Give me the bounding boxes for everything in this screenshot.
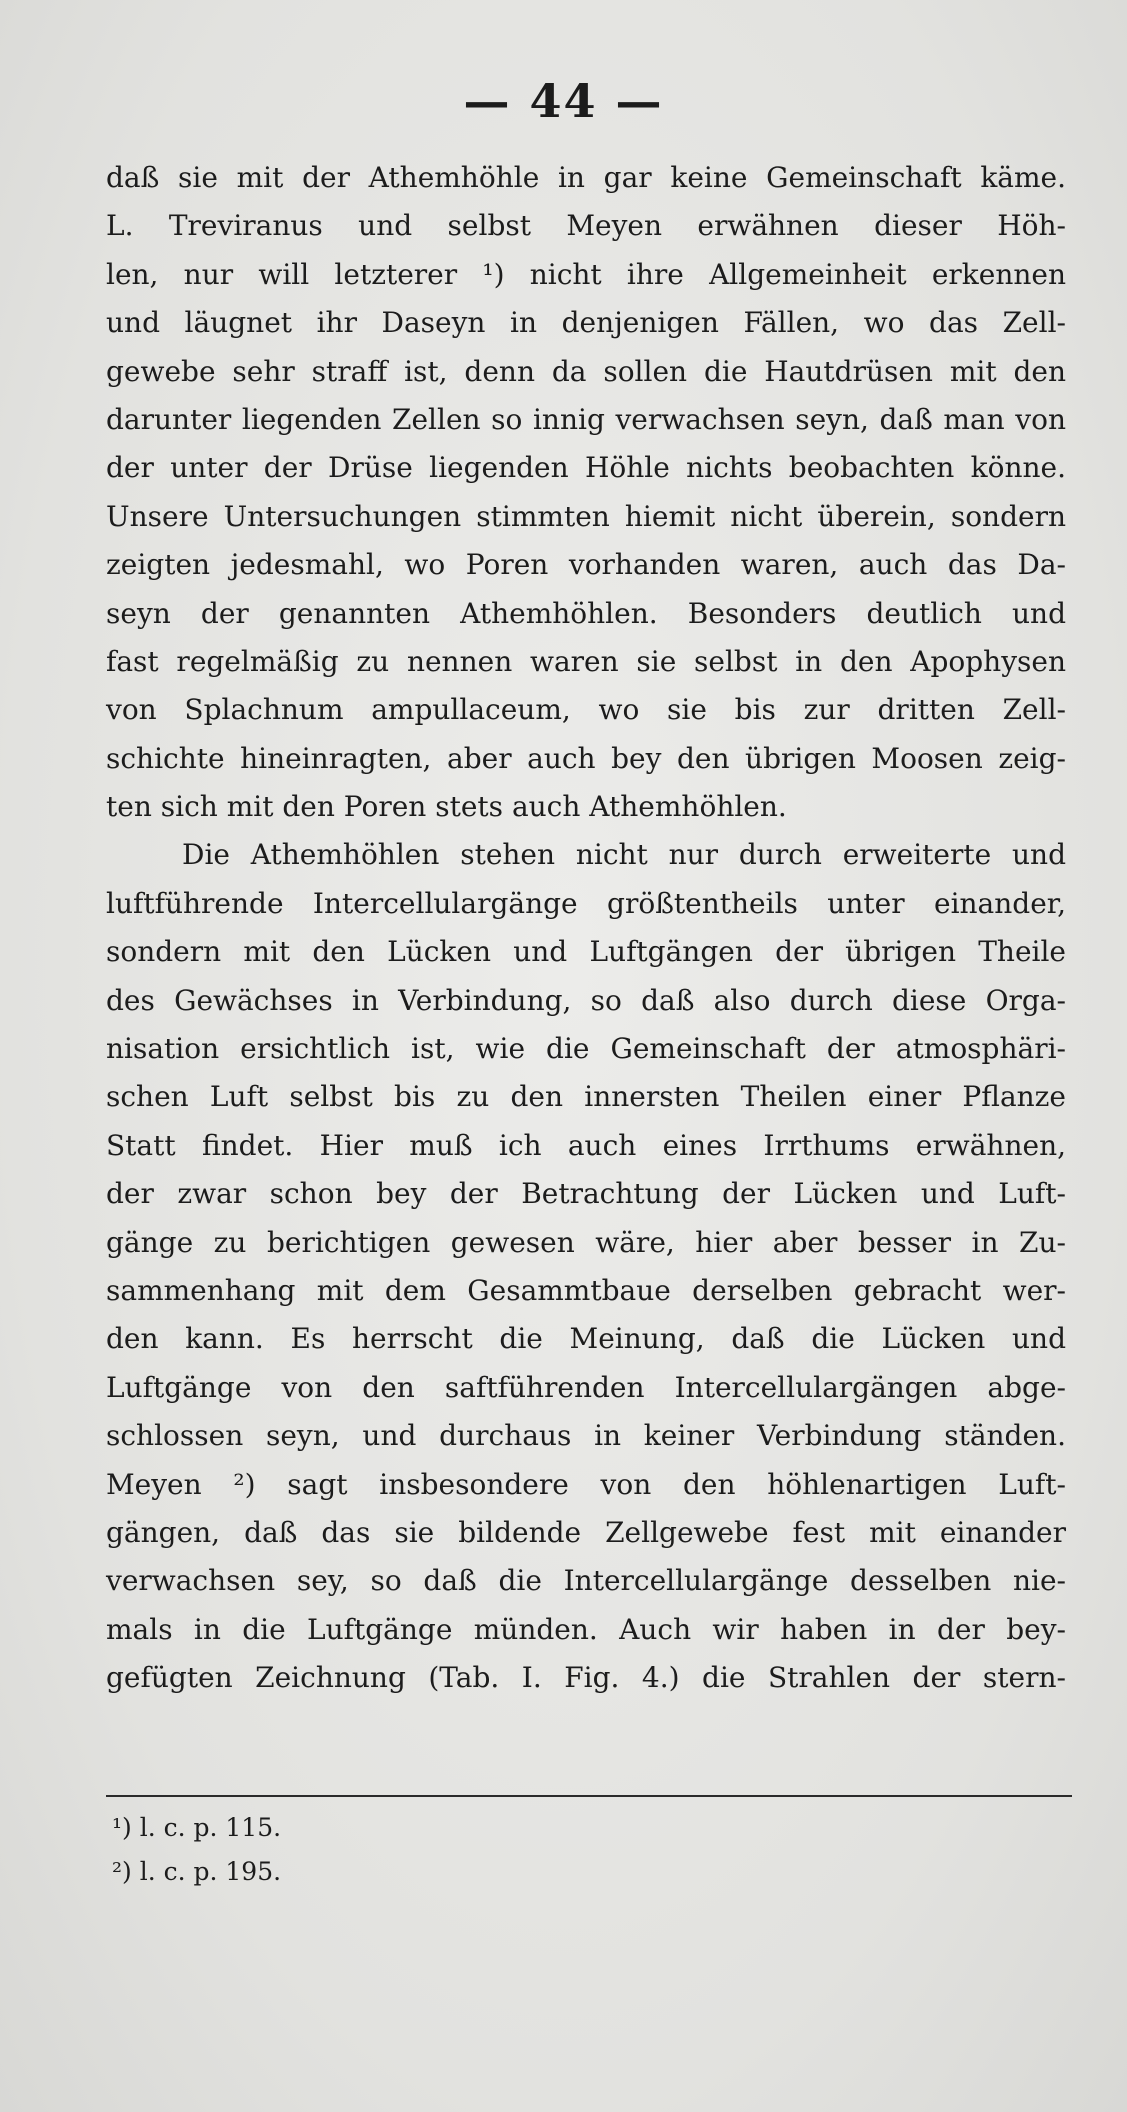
text-line: verwachsen sey, so daß die Intercellulargänge desselben nie- (106, 1564, 1066, 1598)
text-line: von Splachnum ampullaceum, wo sie bis zur dritten Zell- (106, 693, 1066, 727)
text-line: schen Luft selbst bis zu den innersten Theilen einer Pflanze (106, 1080, 1066, 1114)
text-line: gefügten Zeichnung (Tab. I. Fig. 4.) die Strahlen der stern- (106, 1661, 1066, 1695)
text-line: gänge zu berichtigen gewesen wäre, hier aber besser in Zu- (106, 1225, 1066, 1259)
text-line: Unsere Untersuchungen stimmten hiemit nicht überein, sondern (106, 499, 1066, 533)
footnotes (112, 1806, 512, 1894)
text-line: der zwar schon bey der Betrachtung der Lücken und Luft- (106, 1177, 1066, 1211)
text-line: sammenhang mit dem Gesammtbaue derselben gebracht wer- (106, 1273, 1066, 1307)
text-line: zeigten jedesmahl, wo Poren vorhanden waren, auch das Da- (106, 548, 1066, 582)
text-line: luftführende Intercellulargänge größtentheils unter einander, (106, 886, 1066, 920)
text-line: nisation ersichtlich ist, wie die Gemeinschaft der atmosphäri- (106, 1032, 1066, 1066)
text-line: schlossen seyn, und durchaus in keiner Verbindung ständen. (106, 1419, 1066, 1453)
text-line: mals in die Luftgänge münden. Auch wir haben in der bey- (106, 1612, 1066, 1646)
main-text-block (106, 154, 1066, 1703)
text-line: der unter der Drüse liegenden Höhle nichts beobachten könne. (106, 451, 1066, 485)
text-line: und läugnet ihr Daseyn in denjenigen Fällen, wo das Zell- (106, 306, 1066, 340)
text-line: gewebe sehr straff ist, denn da sollen die Hautdrüsen mit den (106, 354, 1066, 388)
paragraph-end-line: ten sich mit den Poren stets auch Athemhöhlen. (106, 790, 787, 824)
text-line: L. Treviranus und selbst Meyen erwähnen dieser Höh- (106, 209, 1066, 243)
page-number-header: — 44 — (463, 74, 664, 128)
text-line: daß sie mit der Athemhöhle in gar keine Gemeinschaft käme. (106, 161, 1066, 194)
footnote-2: ²) l. c. p. 195. (112, 1857, 282, 1886)
text-line: Meyen ²) sagt insbesondere von den höhlenartigen Luft- (106, 1467, 1066, 1501)
text-line: des Gewächses in Verbindung, so daß also durch diese Orga- (106, 983, 1066, 1017)
text-line: sondern mit den Lücken und Luftgängen der übrigen Theile (106, 935, 1066, 969)
text-line: Luftgänge von den saftführenden Intercellulargängen abge- (106, 1370, 1066, 1404)
text-line: Statt findet. Hier muß ich auch eines Irrthums erwähnen, (106, 1128, 1066, 1162)
text-line: den kann. Es herrscht die Meinung, daß die Lücken und (106, 1322, 1066, 1356)
text-line: len, nur will letzterer ¹) nicht ihre Allgemeinheit erkennen (106, 257, 1066, 291)
text-line: fast regelmäßig zu nennen waren sie selbst in den Apophysen (106, 644, 1066, 678)
paragraph-start-line: Die Athemhöhlen stehen nicht nur durch erweiterte und (182, 838, 1066, 872)
text-line: seyn der genannten Athemhöhlen. Besonders deutlich und (106, 596, 1066, 630)
footnote-1: ¹) l. c. p. 115. (112, 1813, 282, 1842)
text-line: schichte hineinragten, aber auch bey den übrigen Moosen zeig- (106, 741, 1066, 775)
footnote-divider (106, 1795, 1072, 1797)
text-line: gängen, daß das sie bildende Zellgewebe fest mit einander (106, 1515, 1066, 1549)
text-line: darunter liegenden Zellen so innig verwachsen seyn, daß man von (106, 402, 1066, 436)
